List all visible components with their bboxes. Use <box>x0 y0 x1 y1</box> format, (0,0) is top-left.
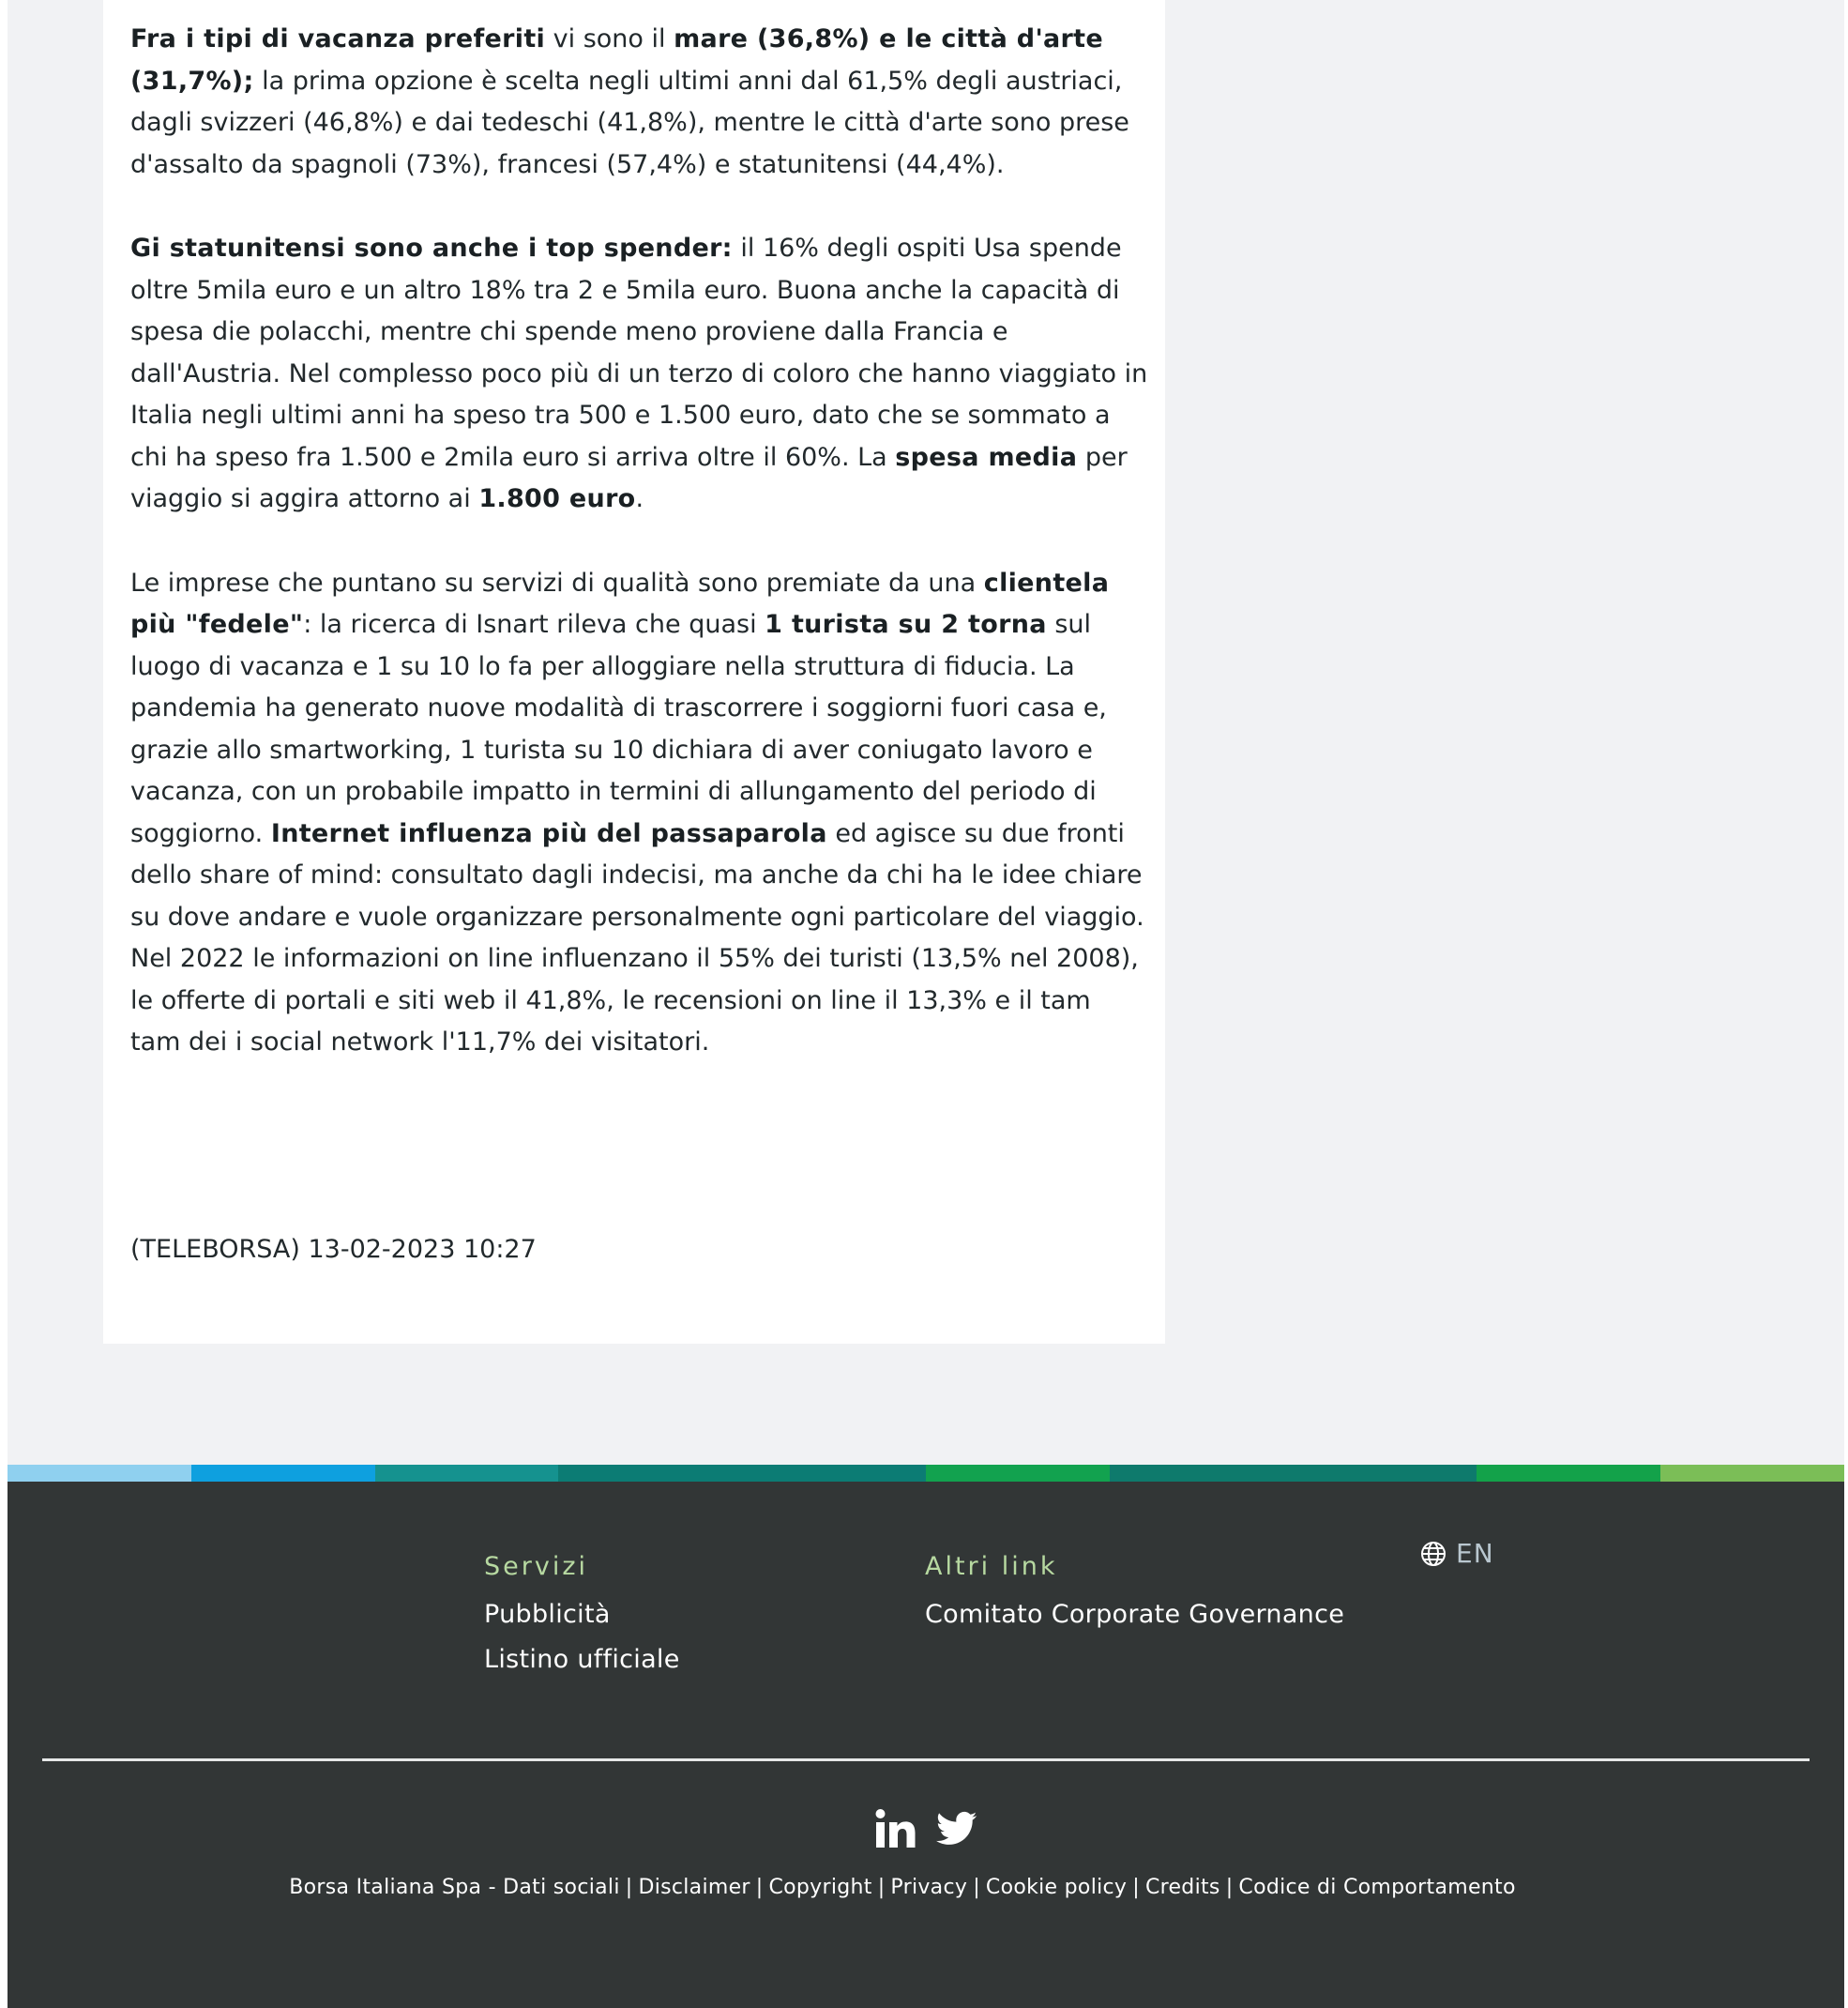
footer-column-servizi <box>484 1552 680 1682</box>
strip-segment <box>558 1465 742 1482</box>
legal-links-row <box>289 1876 1515 1899</box>
article-bold-text: 1.800 euro <box>478 484 636 513</box>
linkedin-link[interactable] <box>874 1808 917 1853</box>
twitter-link[interactable] <box>936 1811 977 1850</box>
article-text: vi sono il <box>545 24 674 53</box>
article-text: per viaggio si aggira attorno ai <box>130 442 1128 513</box>
twitter-icon <box>936 1811 977 1847</box>
legal-separator: | <box>625 1876 633 1899</box>
article-source-timestamp: (TELEBORSA) 13-02-2023 10:27 <box>130 1235 537 1264</box>
footer-column-altri-link <box>925 1552 1344 1637</box>
page-frame <box>8 0 1844 2008</box>
legal-link-privacy[interactable]: Privacy <box>890 1876 968 1899</box>
strip-segment <box>375 1465 559 1482</box>
legal-link-copyright[interactable]: Copyright <box>768 1876 872 1899</box>
legal-link-borsa-italiana-spa-dati-sociali[interactable]: Borsa Italiana Spa - Dati sociali <box>289 1876 620 1899</box>
article-bold-text: 1 turista su 2 torna <box>765 610 1047 639</box>
footer-heading-servizi: Servizi <box>484 1552 589 1581</box>
legal-link-disclaimer[interactable]: Disclaimer <box>638 1876 750 1899</box>
strip-segment <box>1110 1465 1294 1482</box>
article-text: ed agisce su due fronti dello share of mind: consultato dagli indecisi, ma anche da chi ha le idee chiare su dove andare e vuole organizzare personalmente ogni particolare del viaggio. Nel 2022 le informazioni on line influenzano il 55% dei turisti (13,5% nel 2008), le offerte di portali e siti web il 41,8%, le recensioni on line il 13,3% e il tam tam dei i social network l'11,7% dei visitatori. <box>130 818 1144 1057</box>
legal-separator: | <box>973 1876 980 1899</box>
article-paragraph <box>130 228 1148 521</box>
article-bold-text: Gi statunitensi sono anche i top spender: <box>130 234 733 263</box>
strip-segment <box>742 1465 926 1482</box>
footer-link-listino-ufficiale[interactable]: Listino ufficiale <box>484 1645 680 1674</box>
globe-icon <box>1420 1541 1447 1567</box>
article-text: . <box>635 484 644 513</box>
legal-separator: | <box>1225 1876 1234 1899</box>
footer-divider <box>42 1758 1810 1761</box>
footer-heading-altri-link: Altri link <box>925 1552 1058 1581</box>
article-bold-text: Fra i tipi di vacanza preferiti <box>130 24 546 53</box>
legal-separator: | <box>877 1876 886 1899</box>
article-bold-text: mare (36,8%) e le città d'arte (31,7%); <box>130 24 1103 96</box>
article-text: sul luogo di vacanza e 1 su 10 lo fa per alloggiare nella struttura di fiducia. La pandemia ha generato nuove modalità di trascorrere i soggiorni fuori casa e, grazie allo smartworking, 1 turista su 10 dichiara di aver coniugato lavoro e vacanza, con un probabile impatto in termini di allungamento del periodo di soggiorno. <box>130 610 1107 848</box>
social-links <box>874 1808 977 1853</box>
article-text: : la ricerca di Isnart rileva che quasi <box>303 610 765 639</box>
strip-segment <box>8 1465 191 1482</box>
article-bold-text: spesa media <box>895 442 1078 472</box>
article-text: la prima opzione è scelta negli ultimi anni dal 61,5% degli austriaci, dagli svizzeri (46,8%) e dai tedeschi (41,8%), mentre le città d'arte sono prese d'assalto da spagnoli (73%), francesi (57,4%) e statunitensi (44,4%). <box>130 66 1129 179</box>
language-switch[interactable] <box>1420 1538 1494 1569</box>
legal-separator: | <box>755 1876 764 1899</box>
footer-color-strip <box>8 1465 1844 1482</box>
footer <box>8 1482 1844 2008</box>
strip-segment <box>191 1465 375 1482</box>
legal-link-codice-di-comportamento[interactable]: Codice di Comportamento <box>1238 1876 1516 1899</box>
article-text: Le imprese che puntano su servizi di qualità sono premiate da una <box>130 568 984 598</box>
article-bold-text: Internet influenza più del passaparola <box>270 818 827 848</box>
footer-link-pubblicita[interactable]: Pubblicità <box>484 1600 611 1629</box>
linkedin-icon <box>874 1808 917 1849</box>
strip-segment <box>1294 1465 1477 1482</box>
footer-link-comitato-corporate-governance[interactable]: Comitato Corporate Governance <box>925 1600 1345 1629</box>
article-card <box>103 0 1165 1344</box>
article-bold-text: clientela più "fedele" <box>130 568 1110 639</box>
article-text: il 16% degli ospiti Usa spende oltre 5mila euro e un altro 18% tra 2 e 5mila euro. Buona anche la capacità di spesa die polacchi, mentre chi spende meno proviene dalla Francia e dall'Austria. Nel complesso poco più di un terzo di coloro che hanno viaggiato in Italia negli ultimi anni ha speso tra 500 e 1.500 euro, dato che se sommato a chi ha speso fra 1.500 e 2mila euro si arriva oltre il 60%. La <box>130 234 1148 472</box>
legal-separator: | <box>1132 1876 1140 1899</box>
strip-segment <box>1660 1465 1844 1482</box>
article-body <box>130 19 1148 1106</box>
legal-link-cookie-policy[interactable]: Cookie policy <box>985 1876 1128 1899</box>
language-label: EN <box>1456 1538 1494 1569</box>
legal-links <box>8 1876 1844 1899</box>
legal-link-credits[interactable]: Credits <box>1144 1876 1220 1899</box>
strip-segment <box>1477 1465 1660 1482</box>
article-paragraph <box>130 19 1148 186</box>
strip-segment <box>926 1465 1110 1482</box>
article-paragraph <box>130 563 1148 1064</box>
